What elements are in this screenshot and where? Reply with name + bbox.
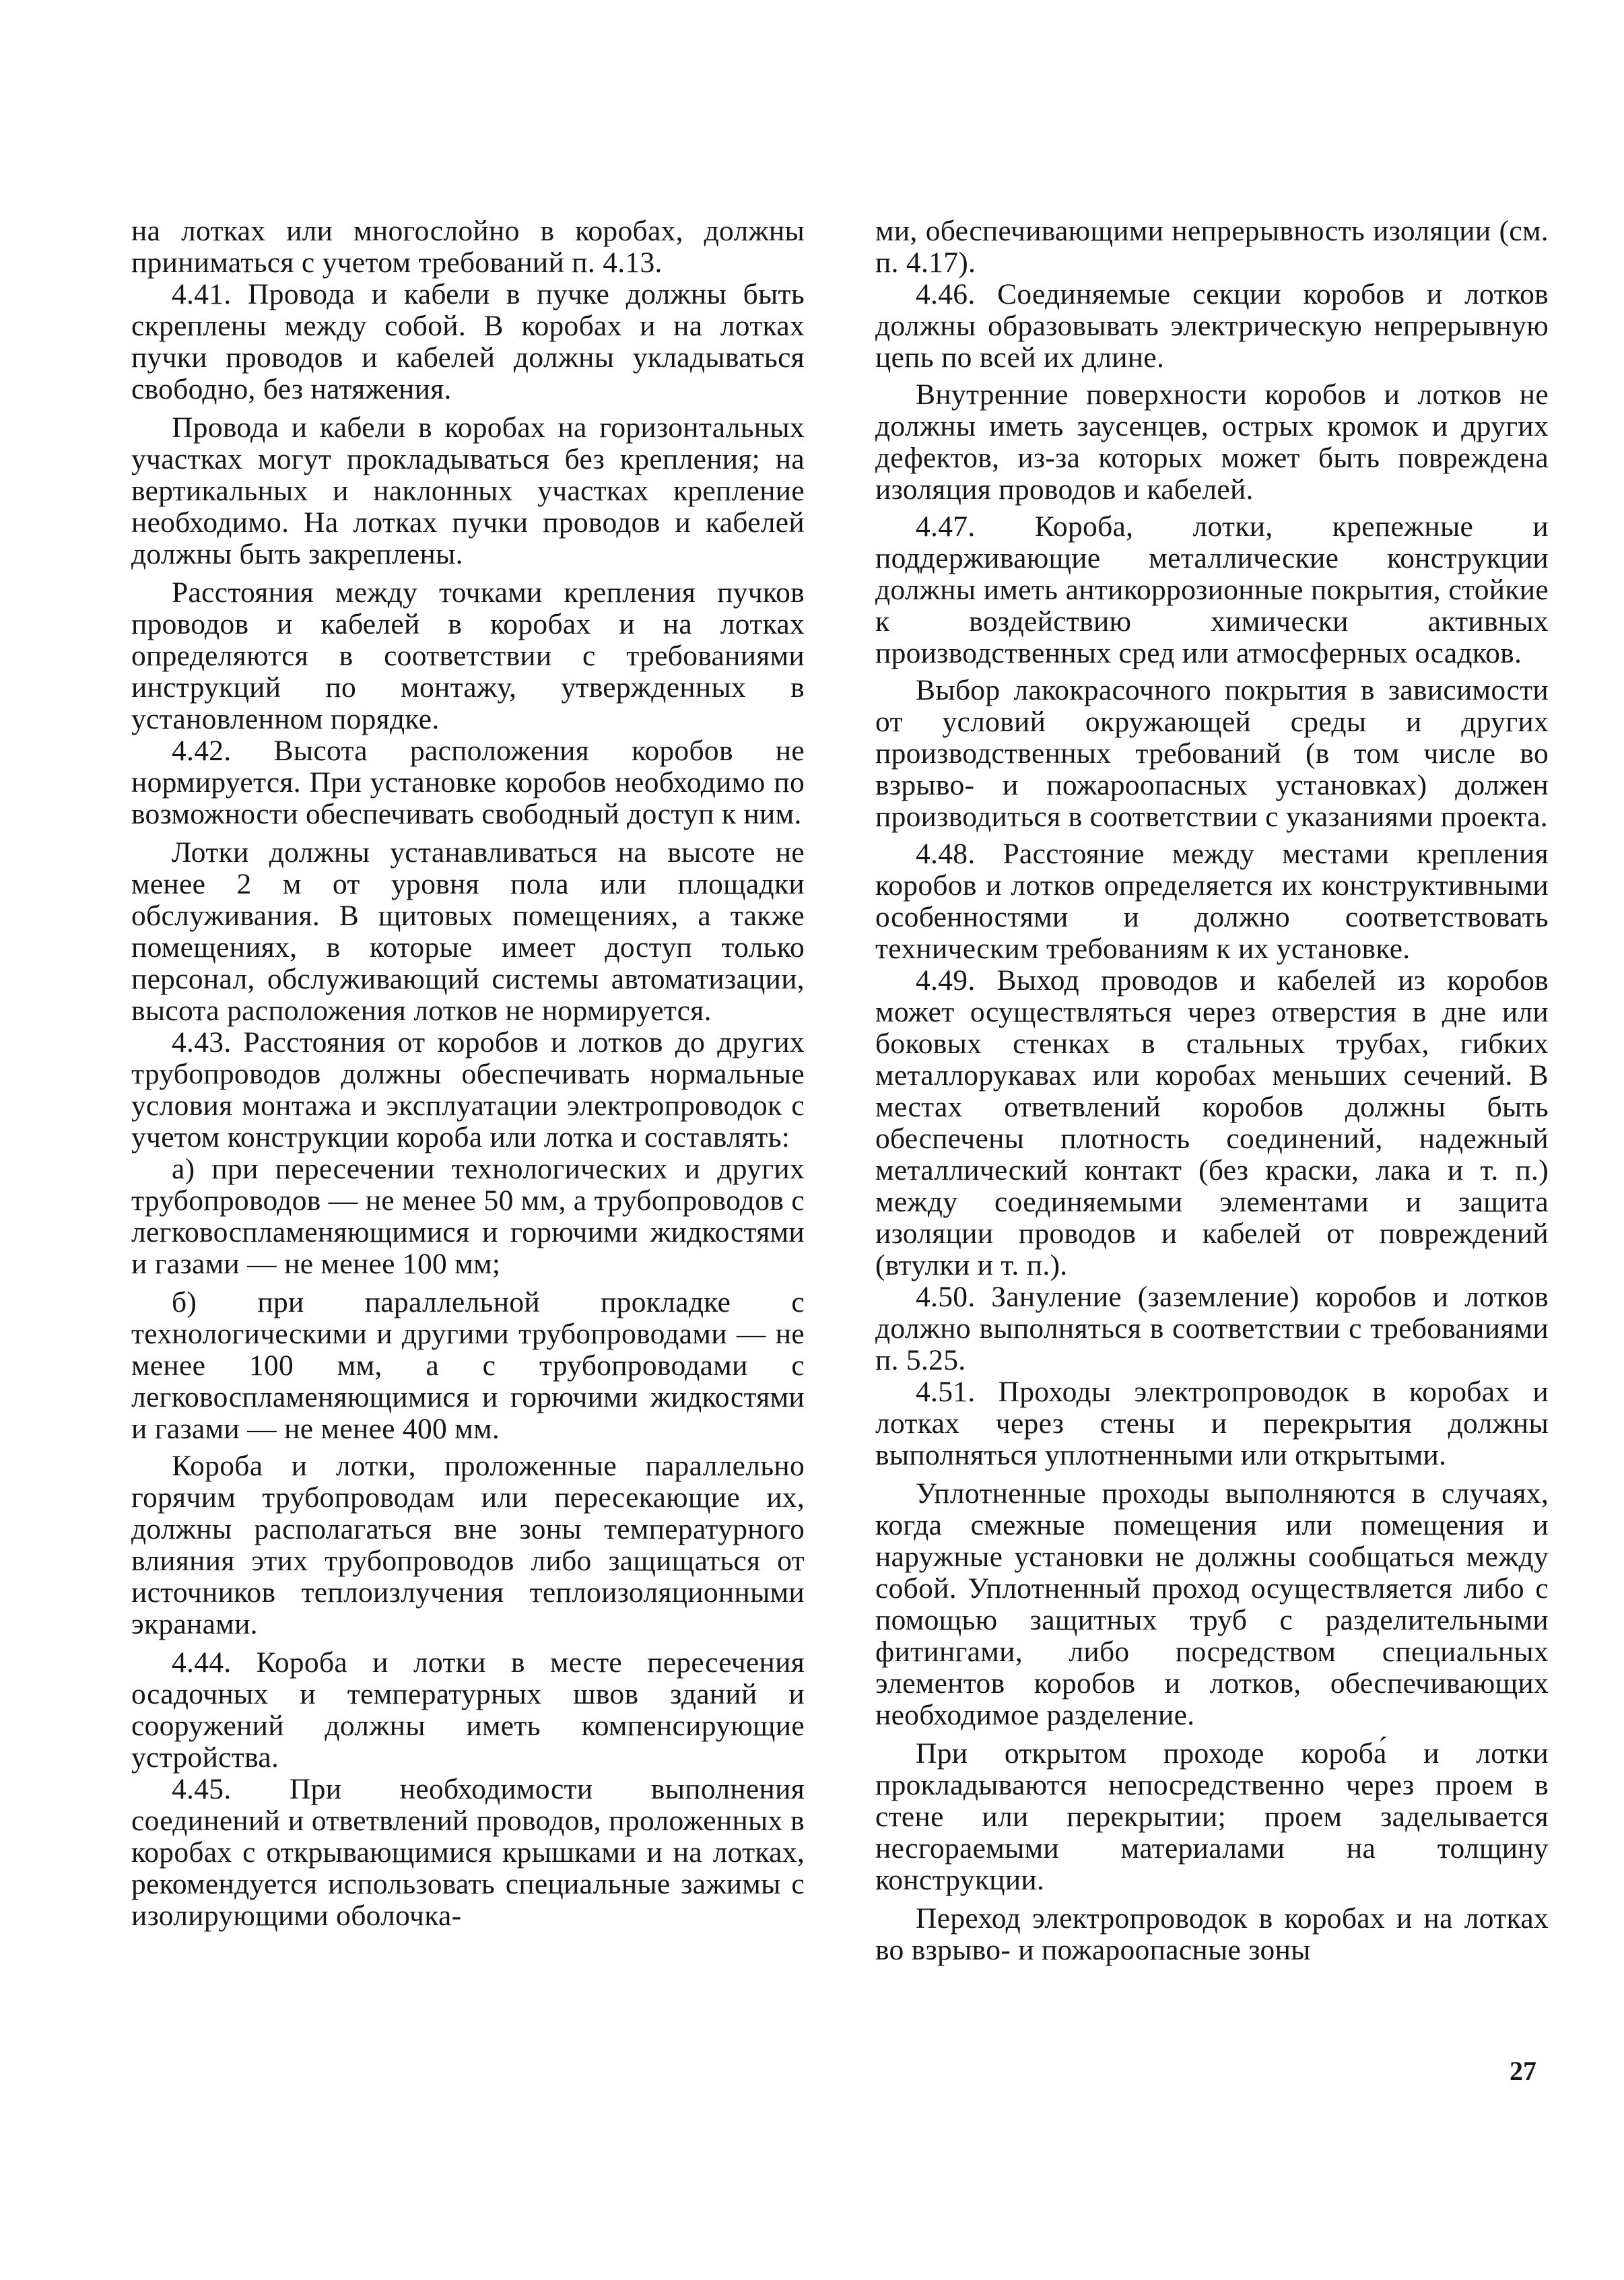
paragraph-4-45: 4.45. При необходимости выполнения соединений и ответвлений проводов, проложенных в коробах с открывающимися крышками и на лотках, рекомендуется использовать специальные зажимы с изолирующими оболочка-	[131, 1773, 805, 1932]
paragraph-fastening: Провода и кабели в коробах на горизонтальных участках могут прокладываться без крепления; на вертикальных и наклонных участках крепление необходимо. На лотках пучки проводов и кабелей должны быть закреплены.	[131, 411, 805, 570]
paragraph-4-44: 4.44. Короба и лотки в месте пересечения осадочных и температурных швов зданий и сооружений должны иметь компенсирующие устройства.	[131, 1646, 805, 1774]
paragraph-inner-surfaces: Внутренние поверхности коробов и лотков не должны иметь заусенцев, острых кромок и других дефектов, из-за которых может быть повреждена изоляция проводов и кабелей.	[875, 378, 1549, 506]
paragraph-4-48: 4.48. Расстояние между местами крепления коробов и лотков определяется их конструктивными особенностями и должно соответствовать техническим требованиям к их установке.	[875, 838, 1549, 965]
paragraph-4-41: 4.41. Провода и кабели в пучке должны быть скреплены между собой. В коробах и на лотках пучки проводов и кабелей должны укладываться свободно, без натяжения.	[131, 278, 805, 405]
paragraph-4-46: 4.46. Соединяемые секции коробов и лотков должны образовывать электрическую непрерывную цепь по всей их длине.	[875, 278, 1549, 374]
paragraph-4-43: 4.43. Расстояния от коробов и лотков до других трубопроводов должны обеспечивать нормальные условия монтажа и эксплуатации электропроводок с учетом конструкции короба или лотка и составлять:	[131, 1026, 805, 1153]
paragraph-open-passages: При открытом проходе короба́ и лотки прокладываются непосредственно через проем в стене или перекрытии; проем заделывается несгораемыми материалами на толщину конструкции.	[875, 1737, 1549, 1896]
paragraph-paint-coating: Выбор лакокрасочного покрытия в зависимости от условий окружающей среды и других производственных требований (в том числе во взрыво- и пожароопасных установках) должен производиться в соответствии с указаниями проекта.	[875, 674, 1549, 833]
paragraph-4-50: 4.50. Зануление (заземление) коробов и лотков должно выполняться в соответствии с требованиями п. 5.25.	[875, 1281, 1549, 1376]
paragraph-4-47: 4.47. Короба, лотки, крепежные и поддерживающие металлические конструкции должны иметь антикоррозионные покрытия, стойкие к воздействию химически активных производственных сред или атмосферных осадков.	[875, 510, 1549, 669]
paragraph-4-51: 4.51. Проходы электропроводок в коробах и лотках через стены и перекрытия должны выполняться уплотненными или открытыми.	[875, 1376, 1549, 1471]
left-text-column	[131, 215, 805, 1932]
paragraph-continuation-right: ми, обеспечивающими непрерывность изоляции (см. п. 4.17).	[875, 215, 1549, 279]
paragraph-4-42: 4.42. Высота расположения коробов не нормируется. При установке коробов необходимо по возможности обеспечивать свободный доступ к ним.	[131, 735, 805, 830]
paragraph-item-a: а) при пересечении технологических и других трубопроводов — не менее 50 мм, а трубопроводов с легковоспламеняющимися и горючими жидкостями и газами — не менее 100 мм;	[131, 1153, 805, 1280]
right-text-column	[875, 215, 1549, 1972]
paragraph-continuation: на лотках или многослойно в коробах, должны приниматься с учетом требований п. 4.13.	[131, 215, 805, 279]
paragraph-tray-height: Лотки должны устанавливаться на высоте не менее 2 м от уровня пола или площадки обслуживания. В щитовых помещениях, а также помещениях, в которые имеет доступ только персонал, обслуживающий системы автоматизации, высота расположения лотков не нормируется.	[131, 836, 805, 1027]
paragraph-hot-pipes: Короба и лотки, проложенные параллельно горячим трубопроводам или пересекающие их, должны располагаться вне зоны температурного влияния этих трубопроводов либо защищаться от источников теплоизлучения теплоизоляционными экранами.	[131, 1450, 805, 1640]
paragraph-4-49: 4.49. Выход проводов и кабелей из коробов может осуществляться через отверстия в дне или боковых стенках в стальных трубах, гибких металлорукавах или коробах меньших сечений. В местах ответвлений коробов должны быть обеспечены плотность соединений, надежный металлический контакт (без краски, лака и т. п.) между соединяемыми элементами и защита изоляции проводов и кабелей от повреждений (втулки и т. п.).	[875, 964, 1549, 1281]
paragraph-sealed-passages: Уплотненные проходы выполняются в случаях, когда смежные помещения или помещения и наружные установки не должны сообщаться между собой. Уплотненный проход осуществляется либо с помощью защитных труб с разделительными фитингами, либо посредством специальных элементов коробов и лотков, обеспечивающих необходимое разделение.	[875, 1477, 1549, 1731]
paragraph-hazard-zones: Переход электропроводок в коробах и на лотках во взрыво- и пожароопасные зоны	[875, 1902, 1549, 1966]
page-number: 27	[1510, 2056, 1536, 2086]
paragraph-fastening-distance: Расстояния между точками крепления пучков проводов и кабелей в коробах и на лотках определяются в соответствии с требованиями инструкций по монтажу, утвержденных в установленном порядке.	[131, 576, 805, 735]
paragraph-item-b: б) при параллельной прокладке с технологическими и другими трубопроводами — не менее 100 мм, а с трубопроводами с легковоспламеняющимися и горючими жидкостями и газами — не менее 400 мм.	[131, 1286, 805, 1445]
